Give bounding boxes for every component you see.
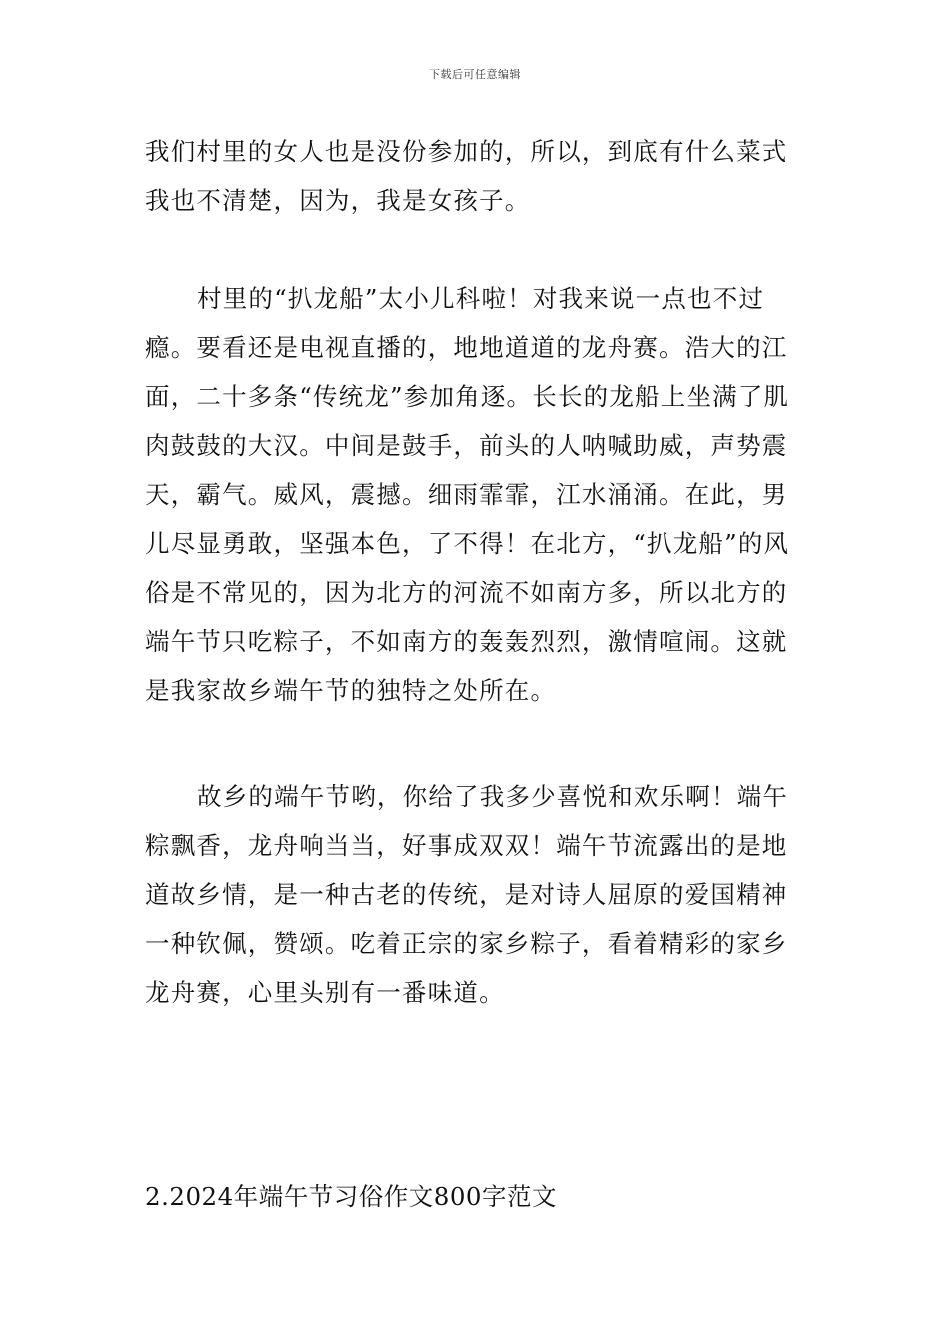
paragraph-2: 村里的“扒龙船”太小儿科啦！对我来说一点也不过瘾。要看还是电视直播的，地地道道的龙舟赛。浩大的江面，二十多条“传统龙”参加角逐。长长的龙船上坐满了肌肉鼓鼓的大汉。中间是鼓手，前头的人呐喊助威，声势震天，霸气。威风，震撼。细雨霏霏，江水涌涌。在此，男儿尽显勇敢，坚强本色，了不得！在北方，“扒龙船”的风俗是不常见的，因为北方的河流不如南方多，所以北方的端午节只吃粽子，不如南方的轰轰烈烈，激情喧闹。这就是我家故乡端午节的独特之处所在。 [145, 284, 790, 705]
header-note: 下载后可任意编辑 [429, 68, 521, 81]
section-heading: 2.2024年端午节习俗作文800字范文 [145, 1182, 557, 1211]
paragraph-1: 我们村里的女人也是没份参加的，所以，到底有什么菜式我也不清楚，因为，我是女孩子。 [145, 137, 788, 215]
paragraph-3: 故乡的端午节哟，你给了我多少喜悦和欢乐啊！端午粽飘香，龙舟响当当，好事成双双！端午节流露出的是地道故乡情，是一种古老的传统，是对诗人屈原的爱国精神一种钦佩，赞颂。吃着正宗的家乡粽子，看着精彩的家乡龙舟赛，心里头别有一番味道。 [145, 782, 789, 1007]
